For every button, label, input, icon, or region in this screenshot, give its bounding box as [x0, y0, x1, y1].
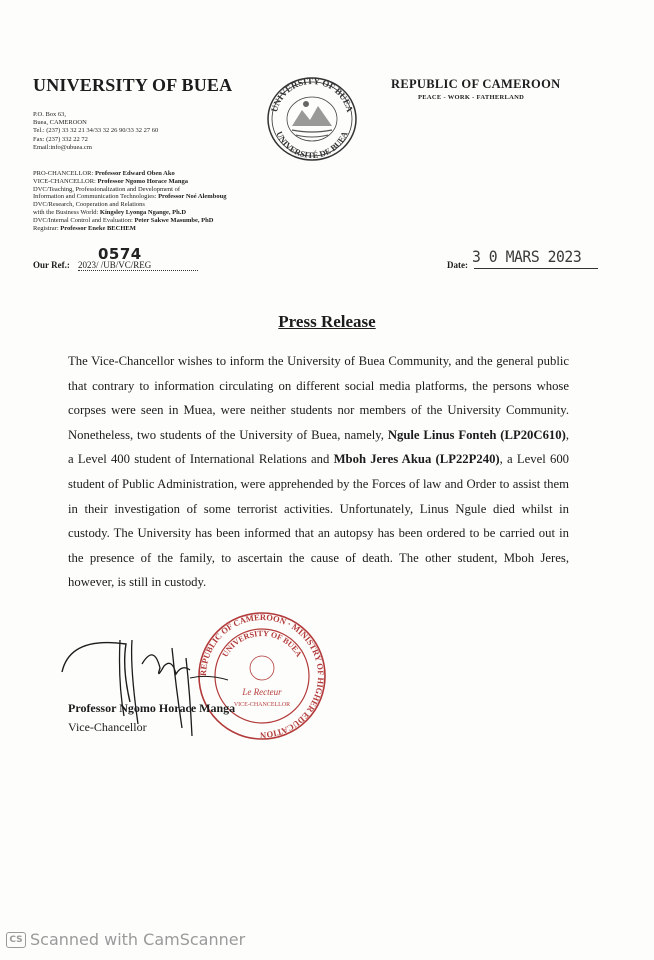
official-line: PRO-CHANCELLOR: Professor Edward Oben Ako	[33, 170, 175, 177]
press-release-title: Press Release	[278, 312, 376, 331]
student-name-2: Mboh Jeres Akua (LP22P240)	[333, 452, 500, 467]
contact-block	[33, 111, 158, 152]
official-line: DVC/Research, Cooperation and Relations	[33, 201, 145, 209]
official-line: DVC/Teaching, Professionalization and Development of	[33, 185, 181, 193]
telephone-line: Tel.: (237) 33 32 21 34/33 32 26 90/33 32 27 60	[33, 127, 159, 135]
email-line: Email:info@ubuea.cm	[33, 143, 92, 151]
official-line: Information and Communication Technologies: Professor Noé Alemboug	[33, 193, 227, 201]
stamp-outer-text: REPUBLIC OF CAMEROON · MINISTRY OF HIGHER EDUCATION	[197, 611, 327, 741]
republic-name: REPUBLIC OF CAMEROON	[391, 77, 561, 91]
stamp-center-text-1: Le Recteur	[242, 687, 282, 697]
stamp-inner-text: UNIVERSITY OF BUEA	[220, 628, 304, 659]
camscanner-text: Scanned with CamScanner	[30, 930, 246, 949]
student-name-1: Ngule Linus Fonteh (LP20C610)	[387, 427, 566, 442]
official-line: DVC/Internal Control and Evaluation: Peter Sakwe Masumbe, PhD	[33, 216, 214, 224]
stamp-center-text-2: VICE-CHANCELLOR	[233, 702, 291, 708]
svg-text:UNIVERSITY OF BUEA	[269, 76, 355, 114]
seal-bottom-text: UNIVERSITÉ DE BUEA	[274, 129, 350, 161]
official-line: with the Business World: Kingsley Lyonga Ngange, Ph.D	[33, 208, 187, 216]
svg-text:UNIVERSITÉ DE BUEA	[274, 129, 350, 160]
address-line: P.O. Box 63,	[33, 111, 67, 118]
reference-label: Our Ref.:	[33, 260, 70, 270]
national-motto: PEACE - WORK - FATHERLAND	[418, 94, 525, 101]
official-line: VICE-CHANCELLOR: Professor Ngomo Horace Manga	[33, 177, 189, 185]
university-seal	[262, 74, 362, 164]
university-name: UNIVERSITY OF BUEA	[33, 75, 233, 95]
reference-handwritten-number: 0574	[98, 245, 142, 263]
seal-top-text: UNIVERSITY OF BUEA	[268, 75, 356, 114]
official-line: Registrar: Professor Eneke BECHEM	[33, 224, 136, 232]
signatory-title: Vice-Chancellor	[68, 720, 147, 734]
officials-block	[33, 170, 226, 232]
fax-line: Fax: (237) 332 22 72	[33, 135, 88, 143]
reference-value: 2023/ /UB/VC/REG	[78, 260, 198, 271]
camscanner-watermark	[6, 930, 245, 949]
date-underline	[474, 268, 598, 269]
press-release-heading	[0, 312, 654, 332]
signatory-name: Professor Ngomo Horace Manga	[68, 701, 236, 715]
date-stamp: 3 0 MARS 2023	[472, 247, 582, 266]
press-release-body: The Vice-Chancellor wishes to inform the University of Buea Community, and the general public that contrary to information circulating on different social media platforms, the persons whose corpses were seen in Muea, were neither students nor members of the University Community. Nonetheless, two students of the University of Buea, namely, Ngule Linus Fonteh (LP20C610), a Level 400 student of International Relations and Mboh Jeres Akua (LP22P240), a Level 600 student of Public Administration, were apprehended by the Forces of law and Order to assist them in their investigation of some terrorist activities. Unfortunately, Linus Ngule died whilst in custody. The University has been informed that an autopsy has been ordered to be carried out in the presence of the family, to ascertain the cause of death. The other student, Mboh Jeres, however, is still in custody.	[68, 354, 570, 590]
date-label: Date:	[447, 260, 468, 270]
camscanner-logo: CS	[6, 932, 26, 948]
address-line: Buea, CAMEROON	[33, 119, 87, 127]
